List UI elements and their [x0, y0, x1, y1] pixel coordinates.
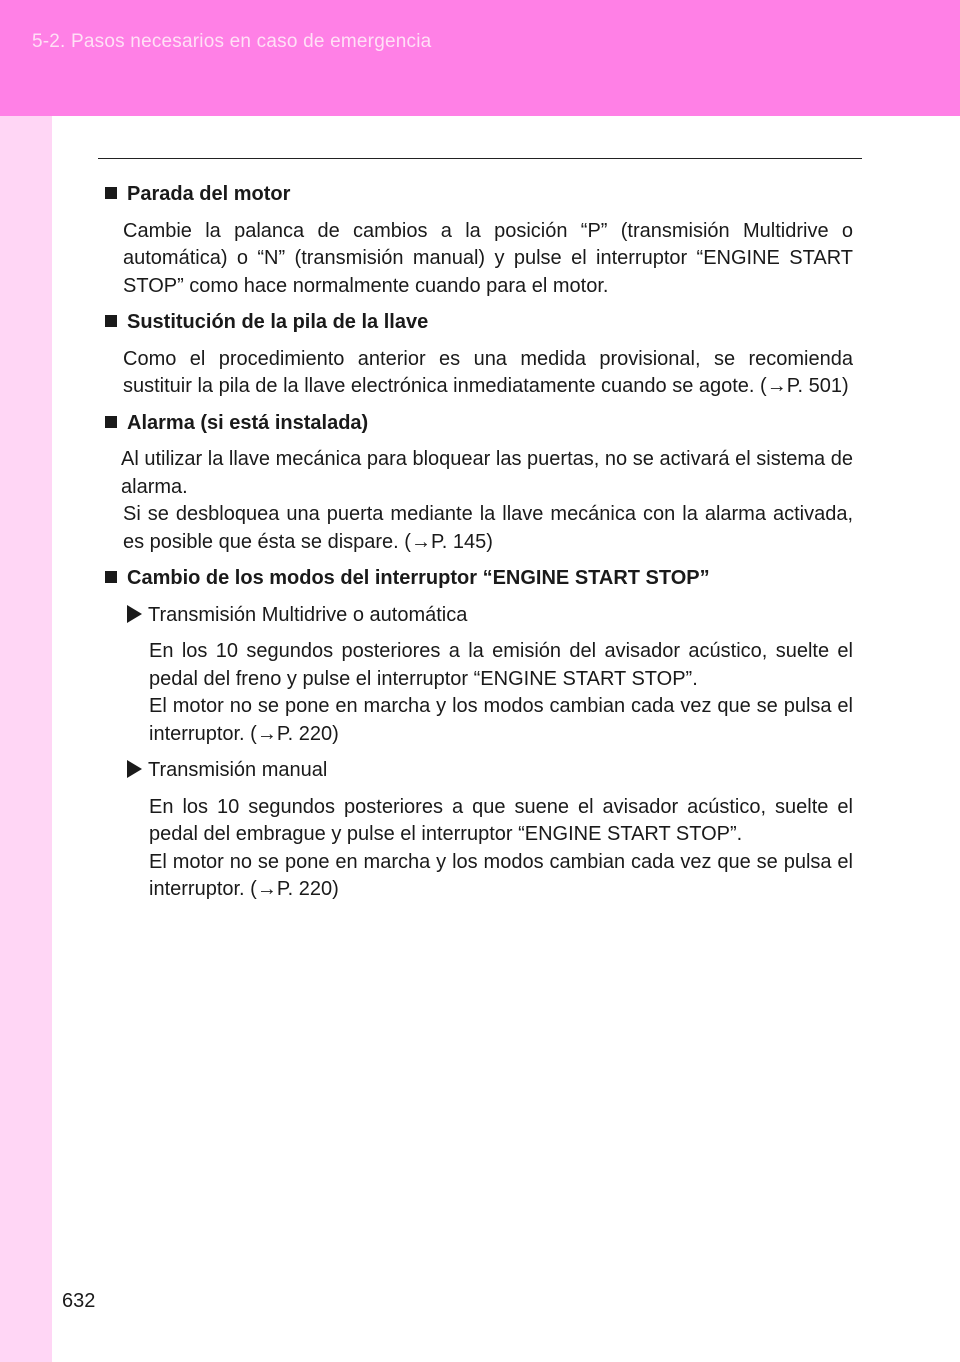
triangle-bullet-icon	[127, 605, 142, 623]
square-bullet-icon	[105, 416, 117, 428]
square-bullet-icon	[105, 315, 117, 327]
paragraph: Como el procedimiento anterior es una medida provisional, se recomienda sustituir la pila de la llave electrónica inmediatamente cuando se agote. (→P. 501)	[123, 347, 853, 397]
section-heading: Parada del motor	[100, 181, 853, 209]
paragraph: En los 10 segundos posteriores a que suene el avisador acústico, suelte el pedal del embrague y pulse el interruptor “ENGINE START STOP”.	[149, 795, 853, 845]
paragraph: El motor no se pone en marcha y los modos cambian cada vez que se pulsa el interruptor. (→P. 220)	[149, 695, 853, 745]
paragraph: En los 10 segundos posteriores a la emisión del avisador acústico, suelte el pedal del freno y pulse el interruptor “ENGINE START STOP”.	[149, 640, 853, 690]
section-heading: Alarma (si está instalada)	[100, 410, 853, 438]
paragraph: Si se desbloquea una puerta mediante la llave mecánica con la alarma activada, es posible que ésta se dispare. (→P. 145)	[123, 503, 853, 553]
section-header-bar	[0, 0, 960, 116]
section-heading: Cambio de los modos del interruptor “ENGINE START STOP”	[100, 565, 853, 593]
top-divider	[98, 158, 862, 159]
side-margin-strip	[0, 116, 52, 1362]
square-bullet-icon	[105, 571, 117, 583]
page-content	[100, 181, 853, 913]
subsection-label: Transmisión Multidrive o automática	[127, 602, 853, 630]
section-title: 5-2. Pasos necesarios en caso de emergencia	[32, 31, 432, 52]
page-number: 632	[62, 1290, 96, 1312]
paragraph: Cambie la palanca de cambios a la posición “P” (transmisión Multidrive o automática) o “N” (transmisión manual) y pulse el interruptor “ENGINE START STOP” como hace normalmente cuando para el motor.	[123, 219, 853, 297]
square-bullet-icon	[105, 187, 117, 199]
paragraph: El motor no se pone en marcha y los modos cambian cada vez que se pulsa el interruptor. (→P. 220)	[149, 850, 853, 900]
subsection-label: Transmisión manual	[127, 757, 853, 785]
section-heading: Sustitución de la pila de la llave	[100, 309, 853, 337]
paragraph: Al utilizar la llave mecánica para bloquear las puertas, no se activará el sistema de alarma.	[121, 448, 853, 498]
triangle-bullet-icon	[127, 760, 142, 778]
